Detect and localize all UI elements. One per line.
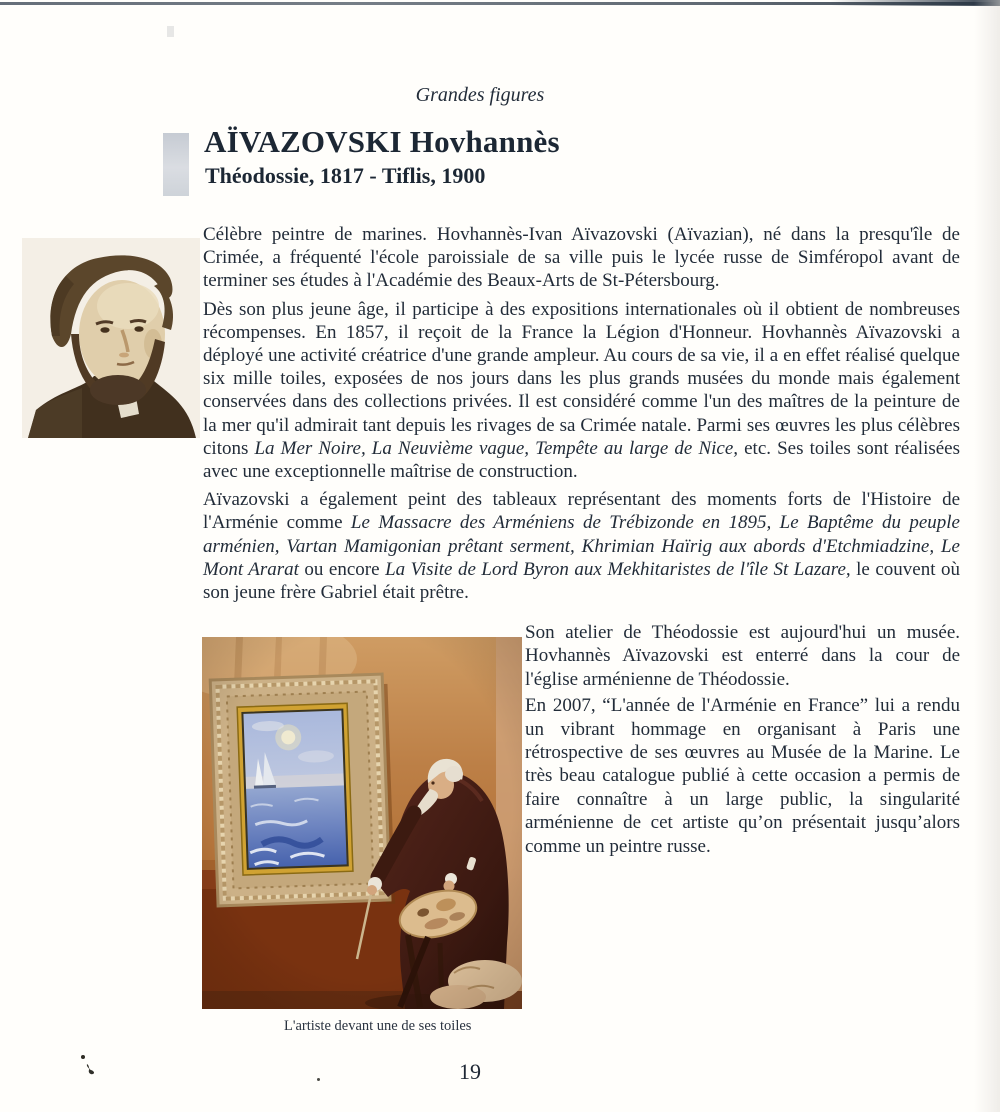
paragraph: En 2007, “L'année de l'Arménie en France” lui a rendu un vibrant hommage en organisant à Paris une rétrospective de ses œuvres au Musée de la Marine. Le très beau catalogue publié à cette occasion a permis de faire connaître à un large public, la singularité arménienne de cet artiste qu’on présentait jusqu’alors comme un peintre russe. [525, 695, 960, 857]
scan-fleck [167, 26, 174, 37]
studio-photo [202, 637, 522, 1009]
title-accent-bar [163, 133, 189, 196]
ink-squiggle [84, 1062, 98, 1076]
page-edge-shade [974, 0, 1000, 1112]
article-subtitle: Théodossie, 1817 - Tiflis, 1900 [205, 163, 486, 188]
article-body-right-column [525, 621, 960, 861]
stray-dot [317, 1078, 320, 1081]
article-title: AÏVAZOVSKI Hovhannès [204, 124, 560, 159]
article-body [203, 223, 960, 609]
portrait-photo [22, 238, 200, 438]
ink-speck [81, 1055, 85, 1059]
paragraph: Célèbre peintre de marines. Hovhannès-Ivan Aïvazovski (Aïvazian), né dans la presqu'île de Crimée, a fréquenté l'école paroissiale de sa ville puis le lycée russe de Simféropol avant de terminer ses études à l'Académie des Beaux-Arts de St-Pétersbourg. [203, 224, 960, 292]
paragraph: Son atelier de Théodossie est aujourd'hui un musée. Hovhannès Aïvazovski est enterré dans la cour de l'église arménienne de Théodossie. [525, 622, 960, 690]
paragraph: Aïvazovski a également peint des tableaux représentant des moments forts de l'Histoire de l'Arménie comme Le Massacre des Arméniens de Trébizonde en 1895, Le Baptême du peuple arménien, Vartan Mamigonian prêtant serment, Khrimian Haïrig aux abords d'Etchmiadzine, Le Mont Ararat ou encore La Visite de Lord Byron aux Mekhitaristes de l'île St Lazare, le couvent où son jeune frère Gabriel était prêtre. [203, 489, 960, 604]
running-header: Grandes figures [415, 84, 545, 106]
photo-caption: L'artiste devant une de ses toiles [284, 1018, 472, 1034]
page-number: 19 [459, 1059, 481, 1084]
paragraph: Dès son plus jeune âge, il participe à des expositions internationales où il obtient de nombreuses récompenses. En 1857, il reçoit de la France la Légion d'Honneur. Hovhannès Aïvazovski a déployé une activité créatrice d'une grande ampleur. Au cours de sa vie, il a en effet réalisé quelque six mille toiles, exposées de nos jours dans les plus grands musées du monde mais également conservées dans des collections privées. Il est considéré comme l'un des maîtres de la peinture de la mer qu'il admirait tant depuis les rivages de sa Crimée natale. Parmi ses œuvres les plus célèbres citons La Mer Noire, La Neuvième vague, Tempête au large de Nice, etc. Ses toiles sont réalisées avec une exceptionnelle maîtrise de construction. [203, 298, 961, 483]
